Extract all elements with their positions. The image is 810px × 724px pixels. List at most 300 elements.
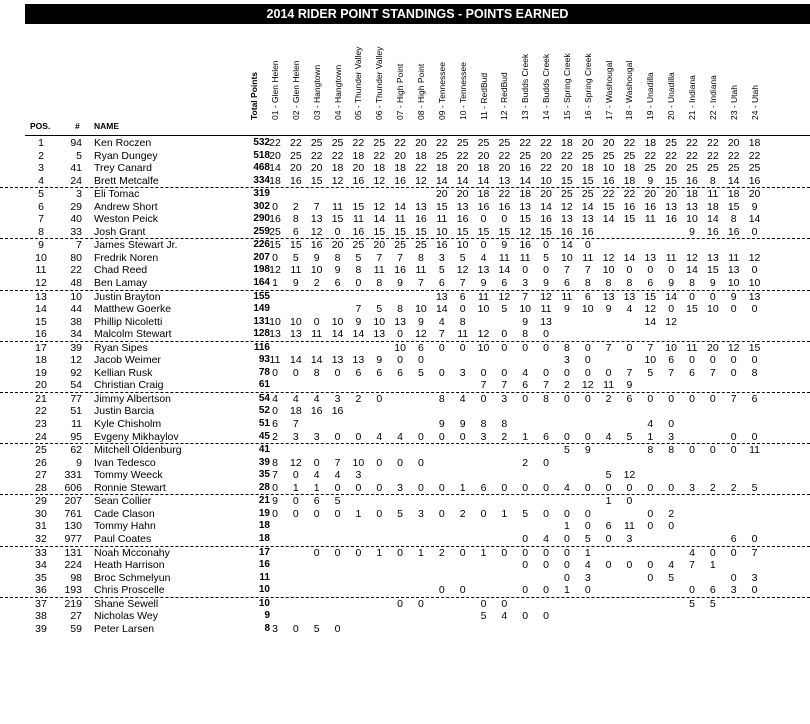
total-points: 116 (253, 341, 270, 353)
round-points: 0 (522, 532, 529, 545)
table-row (0, 533, 810, 547)
round-points: 0 (480, 392, 487, 405)
round-header: 06 - Thunder Valley (374, 46, 385, 120)
round-points: 25 (435, 149, 448, 162)
round-points: 0 (334, 546, 341, 559)
round-points: 9 (730, 290, 737, 303)
round-points: 4 (522, 366, 529, 379)
round-points: 0 (397, 597, 404, 610)
rider-number: 39 (70, 341, 82, 354)
round-points: 2 (522, 456, 529, 469)
round-points: 0 (522, 559, 529, 572)
round-points: 10 (665, 341, 677, 354)
round-points: 15 (581, 174, 594, 187)
round-points: 25 (748, 162, 761, 175)
rider-number: 41 (70, 162, 82, 175)
rider-position: 8 (38, 225, 44, 238)
round-points: 3 (480, 430, 487, 443)
rider-position: 27 (35, 469, 47, 482)
round-points: 8 (563, 341, 570, 354)
rider-number: 27 (70, 610, 82, 623)
table-row (0, 328, 810, 342)
round-points: 0 (730, 366, 737, 379)
round-points: 15 (331, 213, 344, 226)
round-points: 10 (477, 303, 490, 316)
round-points: 20 (352, 162, 365, 175)
round-points: 7 (501, 379, 508, 392)
round-points: 22 (519, 137, 532, 149)
round-points: 0 (334, 430, 341, 443)
round-points: 0 (272, 481, 278, 494)
round-header: 12 - RedBud (499, 72, 510, 120)
round-points: 7 (272, 469, 278, 482)
header-divider (25, 135, 810, 136)
round-points: 5 (459, 251, 466, 264)
rider-position: 30 (35, 507, 47, 520)
round-points: 25 (665, 137, 677, 149)
rider-position: 18 (35, 354, 47, 367)
round-points: 16 (290, 174, 302, 187)
round-points: 25 (644, 162, 657, 175)
round-points: 14 (352, 328, 365, 341)
table-row (0, 457, 810, 470)
round-points: 0 (501, 328, 508, 341)
round-points: 11 (707, 188, 719, 201)
round-points: 3 (751, 571, 758, 584)
round-points: 0 (522, 392, 529, 405)
round-points: 0 (730, 430, 737, 443)
round-points: 22 (540, 162, 552, 175)
table-row (0, 469, 810, 482)
table-row (0, 393, 810, 406)
round-points: 16 (519, 162, 532, 175)
round-points: 25 (561, 188, 573, 201)
round-points: 2 (563, 379, 570, 392)
rider-position: 15 (35, 315, 47, 328)
round-points: 5 (438, 264, 445, 277)
round-points: 12 (644, 303, 657, 316)
round-points: 20 (456, 162, 469, 175)
round-points: 22 (373, 149, 386, 162)
round-points: 0 (751, 430, 758, 443)
round-points: 13 (540, 315, 552, 328)
table-row (0, 213, 810, 226)
rider-name: Kyle Chisholm (94, 418, 162, 431)
round-points: 9 (543, 277, 549, 290)
round-points: 0 (543, 507, 549, 520)
round-points: 8 (605, 277, 612, 290)
round-points: 6 (689, 366, 695, 379)
round-header: 17 - Washougal (603, 60, 614, 120)
round-points: 0 (689, 444, 695, 457)
round-points: 13 (665, 200, 677, 213)
round-points: 8 (272, 456, 278, 469)
round-points: 1 (480, 546, 487, 559)
round-points: 0 (355, 546, 362, 559)
round-points: 0 (292, 507, 299, 520)
round-points: 0 (584, 341, 591, 354)
round-points: 22 (686, 149, 698, 162)
rider-number: 12 (70, 354, 82, 367)
round-points: 0 (459, 546, 466, 559)
round-points: 8 (292, 213, 299, 226)
round-points: 4 (313, 392, 320, 405)
round-points: 22 (665, 149, 677, 162)
round-points: 0 (730, 546, 737, 559)
total-points: 41 (258, 444, 270, 456)
round-points: 13 (519, 200, 532, 213)
total-points: 8 (264, 622, 270, 634)
round-points: 14 (456, 174, 469, 187)
round-points: 6 (584, 290, 591, 303)
round-points: 0 (647, 559, 654, 572)
table-row (0, 559, 810, 572)
round-points: 20 (581, 137, 594, 149)
round-header: 05 - Thunder Valley (353, 46, 364, 120)
round-points: 5 (418, 366, 424, 379)
round-points: 15 (561, 174, 573, 187)
round-points: 2 (501, 430, 508, 443)
round-points: 10 (748, 277, 761, 290)
round-points: 2 (292, 200, 299, 213)
round-points: 9 (459, 418, 466, 431)
round-points: 0 (272, 507, 278, 520)
total-points: 18 (258, 520, 270, 532)
round-points: 3 (689, 481, 695, 494)
round-points: 0 (543, 584, 549, 597)
round-points: 20 (540, 149, 552, 162)
round-points: 4 (626, 303, 633, 316)
rider-number: 22 (70, 264, 82, 277)
round-points: 13 (707, 251, 719, 264)
round-points: 11 (623, 520, 635, 533)
table-row (0, 354, 810, 367)
round-points: 9 (355, 315, 362, 328)
round-points: 0 (480, 366, 487, 379)
rider-position: 31 (35, 520, 47, 533)
round-points: 10 (581, 303, 594, 316)
round-points: 0 (438, 584, 445, 597)
total-points: 259 (253, 225, 270, 237)
round-points: 0 (334, 225, 341, 238)
round-points: 0 (543, 264, 549, 277)
rider-position: 3 (38, 162, 44, 175)
rider-number: 51 (70, 405, 82, 418)
round-points: 2 (730, 481, 737, 494)
rider-number: 10 (70, 290, 82, 303)
rider-name: Phillip Nicoletti (94, 315, 163, 328)
round-points: 8 (397, 303, 404, 316)
round-points: 14 (686, 264, 698, 277)
round-points: 5 (751, 481, 758, 494)
round-points: 22 (623, 137, 636, 149)
round-points: 0 (522, 481, 529, 494)
round-points: 0 (292, 366, 299, 379)
rider-name: Trey Canard (94, 162, 152, 175)
round-points: 5 (397, 507, 404, 520)
rider-number: 95 (70, 430, 82, 443)
total-points: 9 (264, 610, 270, 622)
round-points: 3 (334, 392, 341, 405)
round-points: 16 (352, 174, 365, 187)
rider-name: Peter Larsen (94, 622, 155, 635)
round-points: 7 (376, 251, 383, 264)
round-points: 1 (376, 546, 383, 559)
round-points: 0 (689, 392, 695, 405)
round-points: 7 (730, 392, 737, 405)
round-points: 15 (540, 225, 552, 238)
round-points: 9 (668, 277, 675, 290)
round-points: 0 (438, 341, 445, 354)
round-points: 13 (352, 354, 365, 367)
rider-name: Matthew Goerke (94, 303, 172, 316)
table-row (0, 277, 810, 291)
rider-name: Sean Collier (94, 495, 152, 508)
round-points: 3 (584, 571, 591, 584)
round-points: 8 (334, 251, 341, 264)
round-points: 1 (709, 559, 716, 572)
total-points: 131 (253, 315, 270, 327)
round-points: 3 (730, 584, 737, 597)
rider-position: 1 (38, 137, 44, 149)
rider-position: 34 (35, 559, 47, 572)
round-points: 13 (310, 213, 323, 226)
rider-position: 24 (35, 430, 47, 443)
round-points: 0 (563, 532, 570, 545)
round-points: 0 (543, 456, 549, 469)
round-points: 10 (331, 315, 344, 328)
round-points: 5 (355, 251, 362, 264)
round-points: 5 (584, 532, 591, 545)
round-points: 0 (626, 495, 633, 508)
round-header: 09 - Tennessee (436, 62, 447, 120)
round-points: 0 (418, 597, 424, 610)
round-points: 0 (647, 481, 654, 494)
round-points: 0 (751, 264, 758, 277)
round-header: 16 - Spring Creek (582, 53, 593, 120)
total-points: 39 (258, 456, 270, 468)
rider-name: Tommy Hahn (94, 520, 156, 533)
total-points: 45 (258, 430, 270, 442)
round-points: 18 (373, 162, 386, 175)
round-points: 0 (418, 354, 424, 367)
round-points: 0 (501, 546, 508, 559)
round-points: 4 (543, 532, 549, 545)
rider-number: 977 (64, 532, 82, 545)
round-points: 9 (313, 251, 320, 264)
round-points: 25 (602, 149, 615, 162)
round-points: 5 (543, 251, 549, 264)
round-points: 11 (665, 251, 677, 264)
rider-number: 62 (70, 444, 82, 457)
round-points: 0 (313, 546, 320, 559)
round-points: 22 (352, 137, 365, 149)
total-points: 35 (258, 469, 270, 481)
round-points: 18 (707, 200, 719, 213)
round-points: 10 (561, 251, 573, 264)
round-points: 5 (709, 597, 716, 610)
round-points: 3 (626, 532, 633, 545)
round-points: 0 (584, 584, 591, 597)
table-row (0, 572, 810, 585)
rider-number: 38 (70, 315, 82, 328)
rider-name: Paul Coates (94, 532, 152, 545)
round-points: 8 (480, 418, 487, 431)
rider-number: 92 (70, 366, 82, 379)
round-points: 15 (394, 225, 406, 238)
total-points: 16 (258, 559, 270, 571)
round-points: 0 (459, 584, 466, 597)
round-points: 0 (543, 341, 549, 354)
round-points: 20 (331, 239, 344, 252)
round-points: 3 (292, 430, 299, 443)
round-points: 9 (438, 418, 445, 431)
round-points: 6 (480, 481, 487, 494)
round-points: 10 (373, 315, 386, 328)
round-points: 6 (605, 520, 612, 533)
rider-number: 40 (70, 213, 82, 226)
round-points: 16 (748, 174, 761, 187)
round-points: 15 (727, 200, 740, 213)
round-points: 15 (707, 264, 719, 277)
round-points: 0 (584, 392, 591, 405)
round-points: 13 (290, 328, 302, 341)
rider-position: 25 (35, 444, 47, 457)
total-points: 164 (253, 277, 270, 289)
round-points: 20 (561, 162, 573, 175)
round-points: 4 (668, 559, 675, 572)
round-points: 6 (563, 277, 570, 290)
round-points: 4 (397, 430, 404, 443)
round-points: 0 (689, 354, 695, 367)
round-points: 16 (623, 200, 636, 213)
round-points: 18 (290, 405, 302, 418)
round-points: 0 (730, 303, 737, 316)
round-header: 14 - Budds Creek (541, 53, 552, 120)
round-header: 19 - Unadilla (645, 72, 656, 120)
round-points: 20 (310, 162, 323, 175)
rider-name: Malcolm Stewart (94, 328, 172, 341)
pos-header: POS. (30, 121, 51, 131)
round-points: 5 (480, 610, 487, 623)
round-points: 8 (543, 392, 549, 405)
round-points: 16 (310, 239, 323, 252)
round-points: 13 (602, 290, 615, 303)
round-points: 4 (563, 481, 570, 494)
round-points: 6 (543, 430, 549, 443)
rider-number: 606 (64, 481, 82, 494)
round-points: 25 (331, 137, 344, 149)
rider-number: 193 (64, 584, 82, 597)
round-points: 6 (313, 495, 320, 508)
table-row (0, 610, 810, 623)
round-points: 5 (292, 251, 299, 264)
round-points: 0 (751, 225, 758, 238)
round-points: 6 (376, 366, 383, 379)
round-points: 9 (292, 277, 299, 290)
round-points: 20 (373, 239, 386, 252)
round-points: 14 (310, 354, 323, 367)
round-points: 22 (290, 137, 302, 149)
rider-position: 4 (38, 174, 44, 187)
rider-position: 35 (35, 571, 47, 584)
round-points: 0 (355, 277, 362, 290)
round-points: 18 (352, 149, 365, 162)
round-points: 7 (626, 366, 633, 379)
round-points: 11 (644, 213, 656, 226)
round-points: 12 (477, 328, 490, 341)
round-points: 14 (665, 290, 677, 303)
round-points: 0 (355, 481, 362, 494)
round-points: 7 (355, 303, 362, 316)
rider-number: 11 (71, 418, 82, 431)
round-points: 0 (751, 354, 758, 367)
rider-position: 6 (38, 200, 44, 213)
total-points: 468 (253, 162, 270, 174)
round-points: 0 (522, 546, 529, 559)
round-points: 0 (751, 532, 758, 545)
round-points: 0 (438, 507, 445, 520)
round-points: 0 (584, 354, 591, 367)
table-row (0, 508, 810, 521)
round-points: 4 (334, 469, 341, 482)
round-points: 14 (477, 174, 490, 187)
round-points: 5 (501, 303, 508, 316)
rider-name: Chad Reed (94, 264, 148, 277)
round-points: 0 (501, 213, 508, 226)
round-points: 9 (709, 277, 716, 290)
round-points: 6 (501, 277, 508, 290)
total-points: 93 (258, 354, 270, 366)
round-points: 0 (501, 341, 508, 354)
round-points: 0 (292, 495, 299, 508)
round-points: 20 (456, 188, 469, 201)
table-row (0, 431, 810, 445)
round-points: 16 (394, 174, 406, 187)
round-points: 0 (543, 559, 549, 572)
round-points: 0 (543, 546, 549, 559)
round-points: 0 (438, 430, 445, 443)
round-points: 0 (730, 571, 737, 584)
round-points: 12 (748, 251, 761, 264)
round-points: 5 (647, 366, 654, 379)
round-points: 0 (647, 392, 654, 405)
rider-name: Cade Clason (94, 507, 155, 520)
rider-number: 59 (70, 622, 82, 635)
round-points: 25 (269, 225, 281, 238)
round-points: 12 (373, 174, 386, 187)
round-points: 12 (686, 251, 698, 264)
round-points: 12 (540, 290, 552, 303)
total-points: 28 (258, 481, 270, 493)
rider-position: 16 (35, 328, 47, 341)
round-points: 18 (686, 188, 698, 201)
name-header: NAME (94, 121, 120, 131)
round-points: 0 (397, 328, 404, 341)
round-points: 0 (668, 264, 675, 277)
round-points: 11 (332, 200, 343, 213)
round-points: 3 (522, 277, 529, 290)
rider-name: Shane Sewell (94, 597, 159, 610)
rider-number: 224 (64, 559, 82, 572)
round-points: 0 (563, 507, 570, 520)
round-header: 13 - Budds Creek (520, 53, 531, 120)
round-points: 12 (373, 200, 386, 213)
round-points: 22 (707, 137, 719, 149)
round-points: 4 (459, 392, 466, 405)
round-points: 6 (397, 366, 404, 379)
total-points: 11 (259, 571, 270, 583)
